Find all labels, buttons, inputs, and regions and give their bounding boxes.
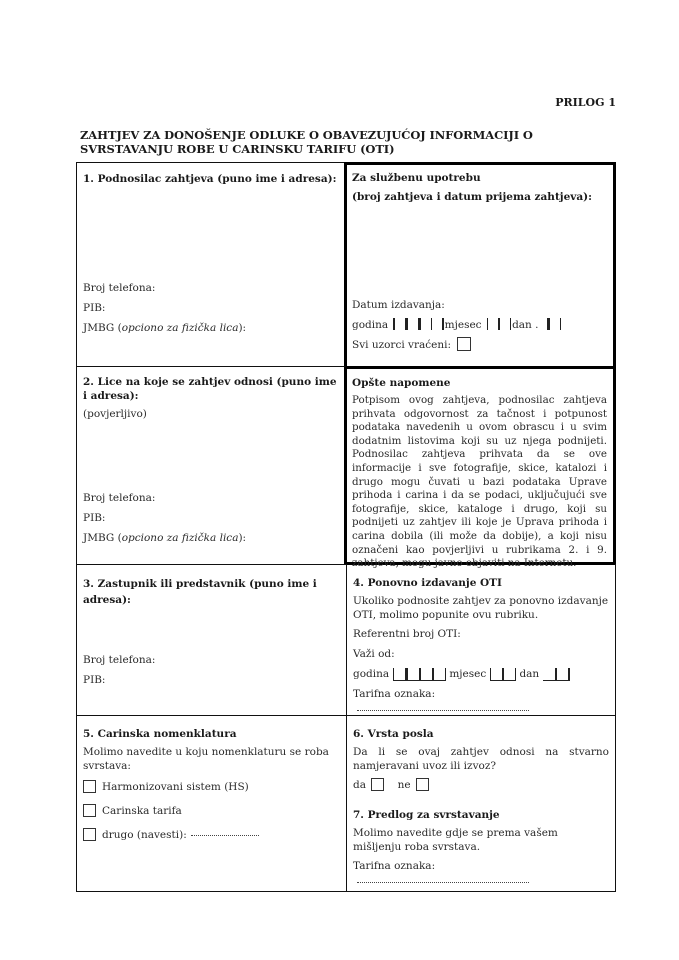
jmbg-note: opciono za fizička lica [121,532,239,544]
yes-label: da [353,779,366,791]
section-5-heading: 5. Carinska nomenklatura [83,728,237,740]
official-use-heading: Za službenu upotrebu [352,172,481,184]
pib-field[interactable]: PIB: [83,674,106,686]
month-label: mjesec [444,319,482,331]
section-2-heading: 2. Lice na koje se zahtjev odnosi (puno ime i adresa): [83,376,337,402]
samples-returned-row [352,337,566,353]
oti-application-form [76,162,616,892]
customs-tariff-label: Carinska tarifa [102,805,182,817]
day-boxes[interactable] [543,668,570,681]
section-2-subject [76,366,346,564]
phone-field[interactable]: Broj telefona: [83,282,156,294]
samples-returned-checkbox[interactable] [457,337,471,351]
general-notes-text: Potpisom ovog zahtjeva, podnosilac zahtjeva prihvata odgovornost za tačnost i potpunost podataka navedenih u ovom obrascu i u svim dodatnim listovima koji su uz njega podnijeti. Podnosilac zahtjeva prihvata da se ove informacije i sve fotografije, skice, katalozi i drugo mogu čuvati u bazi podataka Uprave prihoda i carina i da se podaci, uključujući sve fotografije, skice, kataloge i drugo, koji su podnijeti uz zahtjev ili koje je Uprava prihoda i carina dobila (ili može da dobije), a koji nisu označeni kao povjerljivi u rubrikama 2. i 9. zahtjeva, mogu javno objaviti na Internetu. [352,394,607,570]
tariff-code-label: Tarifna oznaka: [353,860,436,872]
jmbg-field[interactable] [83,320,246,336]
customs-tariff-checkbox[interactable] [83,804,96,817]
section-5-nomenclature [76,715,346,892]
year-label: godina [353,668,390,680]
section-3-representative [76,564,346,715]
phone-field[interactable]: Broj telefona: [83,654,156,666]
phone-field[interactable]: Broj telefona: [83,492,156,504]
reference-number-field[interactable]: Referentni broj OTI: [353,628,461,640]
valid-from-date-field[interactable] [353,666,609,682]
valid-from-label: Važi od: [353,648,395,660]
year-label: godina [352,319,389,331]
other-checkbox[interactable] [83,828,96,841]
other-label: drugo (navesti): [102,829,187,841]
section-5-instruction: Molimo navedite u koju nomenklaturu se roba svrstava: [83,746,329,772]
import-export-choice [353,777,609,793]
no-label: ne [397,779,411,791]
jmbg-suffix: ): [238,322,247,334]
option-other[interactable] [83,827,340,843]
year-boxes[interactable] [393,668,447,681]
section-6-heading: 6. Vrsta posla [353,728,434,740]
hs-checkbox[interactable] [83,780,96,793]
document-title: ZAHTJEV ZA DONOŠENJE ODLUKE O OBAVEZUJUĆOJ INFORMACIJI O SVRSTAVANJU ROBE U CARINSKU TARIFU (OTI) [80,128,533,156]
section-4-reissue [346,564,616,715]
proposed-tariff-code-field[interactable] [353,858,609,890]
jmbg-label: JMBG ( [83,532,122,544]
jmbg-suffix: ): [238,532,247,544]
pib-field[interactable]: PIB: [83,302,106,314]
month-boxes[interactable] [490,668,517,681]
option-hs[interactable] [83,779,340,795]
section-1-applicant [76,162,346,366]
official-use-subheading: (broj zahtjeva i datum prijema zahtjeva): [352,191,593,203]
day-label: dan [519,668,540,680]
section-7-heading: 7. Predlog za svrstavanje [353,809,500,821]
month-label: mjesec [449,668,487,680]
section-4-heading: 4. Ponovno izdavanje OTI [353,577,502,589]
section-7-instruction: Molimo navedite gdje se prema vašem mišljenju roba svrstava. [353,827,558,853]
section-1-heading: 1. Podnosilac zahtjeva (puno ime i adresa): [83,173,337,185]
section-6-question: Da li se ovaj zahtjev odnosi na stvarno namjeravani uvoz ili izvoz? [353,746,609,772]
yes-checkbox[interactable] [371,778,384,791]
other-input[interactable] [191,835,259,836]
section-6-7 [346,715,616,892]
pib-field[interactable]: PIB: [83,512,106,524]
tariff-code-label: Tarifna oznaka: [353,688,436,700]
no-checkbox[interactable] [416,778,429,791]
hs-label: Harmonizovani sistem (HS) [102,781,249,793]
official-use-section [346,162,616,366]
section-3-heading: 3. Zastupnik ili predstavnik (puno ime i adresa): [83,578,317,606]
issue-date-label: Datum izdavanja: [352,299,445,311]
general-notes-section [346,366,616,570]
general-notes-heading: Opšte napomene [352,377,451,389]
tariff-code-field[interactable] [353,686,609,718]
jmbg-field[interactable] [83,530,246,546]
section-4-instruction: Ukoliko podnosite zahtjev za ponovno izdavanje OTI, molimo popunite ovu rubriku. [353,595,609,621]
jmbg-note: opciono za fizička lica [121,322,239,334]
jmbg-label: JMBG ( [83,322,122,334]
day-label: dan [512,319,532,331]
issue-date-field[interactable]: godina mjesec dan . [352,317,566,333]
confidential-note: (povjerljivo) [83,408,147,420]
attachment-label: PRILOG 1 [555,96,616,109]
samples-returned-label: Svi uzorci vraćeni: [352,339,451,351]
option-customs-tariff[interactable] [83,803,340,819]
